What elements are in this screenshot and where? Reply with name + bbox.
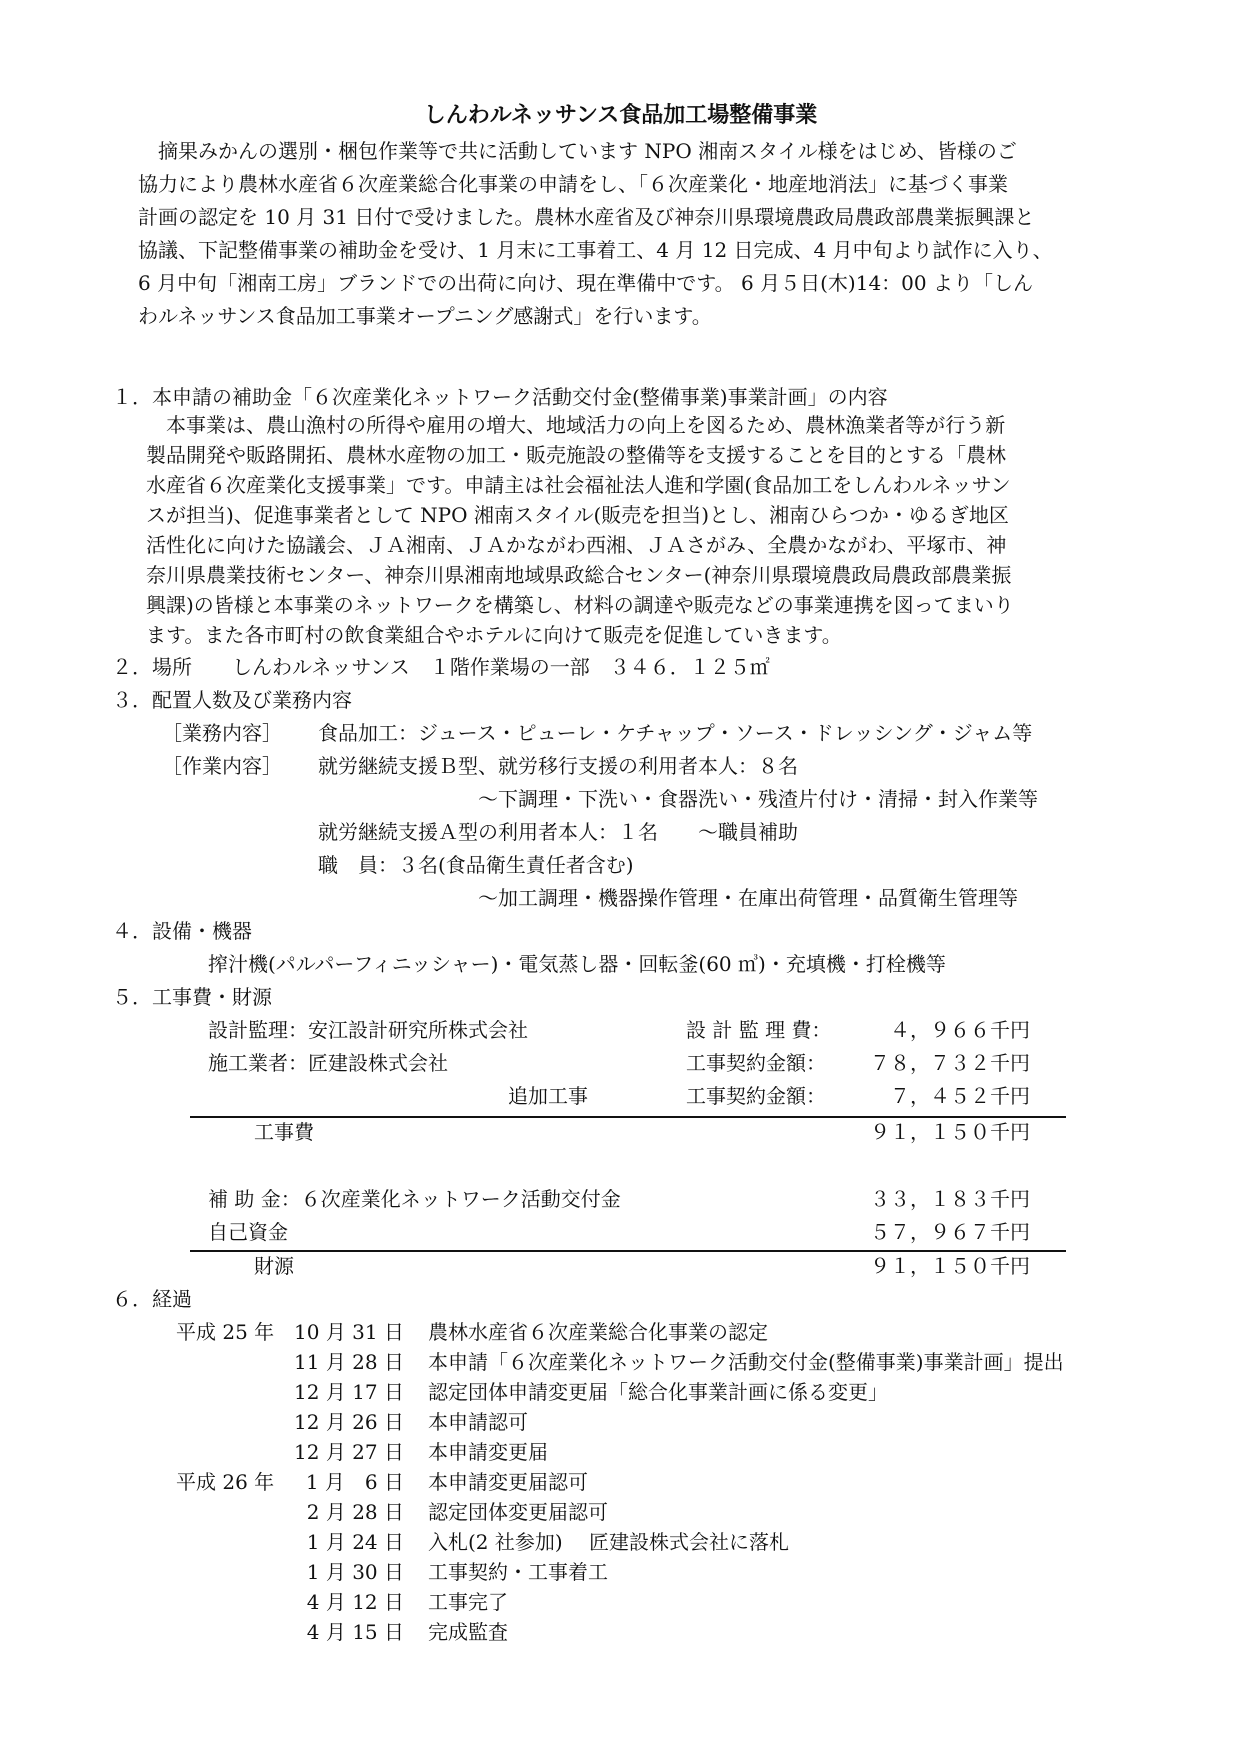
- timeline-event: 農林水産省６次産業総合化事業の認定: [428, 1320, 768, 1344]
- section-1-line: 活性化に向けた協議会、ＪＡ湘南、ＪＡかながわ西湘、ＪＡさがみ、全農かながわ、平塚市、神: [146, 533, 1007, 557]
- work-content-value: 食品加工：ジュース・ピューレ・ケチャップ・ソース・ドレッシング・ジャム等: [318, 721, 1033, 745]
- timeline-date: 2 月 28 日: [306, 1500, 404, 1524]
- section-1-line: ます。また各市町村の飲食業組合やホテルに向けて販売を促進していきます。: [146, 623, 842, 647]
- timeline-date: 1 月 24 日: [306, 1530, 404, 1554]
- task-type-b-detail: ～下調理・下洗い・食器洗い・残渣片付け・清掃・封入作業等: [478, 787, 1038, 811]
- section-1-line: 興課)の皆様と本事業のネットワークを構築し、材料の調達や販売などの事業連携を図ってまいり: [146, 593, 1014, 617]
- fund-row-value: ３３，１８３千円: [870, 1187, 1030, 1211]
- section-1-heading: １．本申請の補助金「６次産業化ネットワーク活動交付金(整備事業)事業計画」の内容: [112, 385, 888, 409]
- section-1-line: スが担当)、促進事業者として NPO 湘南スタイル(販売を担当)とし、湘南ひらつか・ゆるぎ地区: [146, 503, 1009, 527]
- cost-row-value: ４，９６６千円: [890, 1018, 1030, 1042]
- intro-line: 協議、下記整備事業の補助金を受け、1 月末に工事着工、4 月 12 日完成、4 月中旬より試作に入り、: [138, 238, 1053, 262]
- section-6-heading: ６．経過: [112, 1287, 192, 1311]
- cost-row-value: ７，４５２千円: [890, 1084, 1030, 1108]
- fund-total-label: 財源: [254, 1254, 294, 1278]
- task-type-a: 就労継続支援Ａ型の利用者本人：１名 ～職員補助: [318, 820, 798, 844]
- fund-row-left: 自己資金: [208, 1220, 288, 1244]
- timeline-date: 12 月 27 日: [294, 1440, 404, 1464]
- cost-row-label: 工事契約金額：: [686, 1051, 826, 1075]
- section-1-line: 奈川県農業技術センター、神奈川県湘南地域県政総合センター(神奈川県環境農政局農政部農業振: [146, 563, 1012, 587]
- staff-detail: ～加工調理・機器操作管理・在庫出荷管理・品質衛生管理等: [478, 886, 1018, 910]
- timeline-event: 工事完了: [428, 1590, 508, 1614]
- task-type-b: 就労継続支援Ｂ型、就労移行支援の利用者本人：８名: [318, 754, 798, 778]
- timeline-event: 入札(2 社参加) 匠建設株式会社に落札: [428, 1530, 790, 1554]
- cost-row-left: 設計監理：安江設計研究所株式会社: [208, 1018, 528, 1042]
- document-title: しんわルネッサンス食品加工場整備事業: [423, 103, 818, 128]
- cost-total-value: ９１，１５０千円: [870, 1120, 1030, 1144]
- timeline-event: 本申請変更届: [428, 1440, 548, 1464]
- cost-total-label: 工事費: [254, 1120, 314, 1144]
- task-content-label: ［作業内容］: [162, 754, 282, 778]
- work-content-label: ［業務内容］: [162, 721, 282, 745]
- cost-row-left: 追加工事: [508, 1084, 588, 1108]
- fund-row-left: 補 助 金：６次産業化ネットワーク活動交付金: [208, 1187, 621, 1211]
- timeline-event: 本申請「６次産業化ネットワーク活動交付金(整備事業)事業計画」提出: [428, 1350, 1064, 1374]
- section-1-line: 本事業は、農山漁村の所得や雇用の増大、地域活力の向上を図るため、農林漁業者等が行う新: [146, 413, 1006, 437]
- timeline-event: 本申請変更届認可: [428, 1470, 588, 1494]
- section-3-heading: ３．配置人数及び業務内容: [112, 688, 352, 712]
- staff-count: 職 員：３名(食品衛生責任者含む): [318, 853, 634, 877]
- timeline-date: 10 月 31 日: [294, 1320, 404, 1344]
- timeline-date: 1 月 30 日: [306, 1560, 404, 1584]
- timeline-event: 完成監査: [428, 1620, 508, 1644]
- cost-row-left: 施工業者：匠建設株式会社: [208, 1051, 448, 1075]
- timeline-year: 平成 25 年: [176, 1320, 275, 1344]
- equipment-list: 搾汁機(パルパーフィニッシャー)・電気蒸し器・回転釜(60 ㎥)・充填機・打栓機等: [208, 952, 946, 976]
- timeline-date: 4 月 12 日: [306, 1590, 404, 1614]
- cost-row-label: 設 計 監 理 費：: [686, 1018, 832, 1042]
- fund-row-value: ５７，９６７千円: [870, 1220, 1030, 1244]
- timeline-date: 12 月 26 日: [294, 1410, 404, 1434]
- intro-line: 6 月中旬「湘南工房」ブランドでの出荷に向け、現在準備中です。 6 月５日(木)14：00 より「しん: [138, 271, 1033, 295]
- section-1-line: 水産省６次産業化支援事業」です。申請主は社会福祉法人進和学園(食品加工をしんわルネッサン: [146, 473, 1011, 497]
- timeline-date: 11 月 28 日: [294, 1350, 404, 1374]
- timeline-event: 認定団体変更届認可: [428, 1500, 608, 1524]
- fund-total-value: ９１，１５０千円: [870, 1254, 1030, 1278]
- timeline-event: 認定団体申請変更届「総合化事業計画に係る変更」: [428, 1380, 888, 1404]
- timeline-event: 工事契約・工事着工: [428, 1560, 608, 1584]
- timeline-year: 平成 26 年: [176, 1470, 275, 1494]
- timeline-date: 1 月 6 日: [305, 1470, 404, 1494]
- intro-line: 計画の認定を 10 月 31 日付で受けました。農林水産省及び神奈川県環境農政局農政部農業振興課と: [138, 205, 1035, 229]
- timeline-event: 本申請認可: [428, 1410, 528, 1434]
- timeline-date: 4 月 15 日: [306, 1620, 404, 1644]
- intro-paragraph: [138, 135, 1053, 333]
- section-2-heading: ２．場所 しんわルネッサンス １階作業場の一部 ３４６．１２５㎡: [112, 655, 770, 679]
- timeline-date: 12 月 17 日: [294, 1380, 404, 1404]
- intro-line: 協力により農林水産省６次産業総合化事業の申請をし、「６次産業化・地産地消法」に基づく事業: [138, 172, 1008, 196]
- section-1-line: 製品開発や販路開拓、農林水産物の加工・販売施設の整備等を支援することを目的とする「農林: [146, 443, 1006, 467]
- section-5-heading: ５．工事費・財源: [112, 985, 272, 1009]
- section-1-body: [146, 410, 1014, 650]
- cost-row-value: ７８，７３２千円: [870, 1051, 1030, 1075]
- section-4-heading: ４．設備・機器: [112, 919, 252, 943]
- cost-row-label: 工事契約金額：: [686, 1084, 826, 1108]
- intro-line: わルネッサンス食品加工事業オープニング感謝式」を行います。: [138, 304, 712, 328]
- intro-line: 摘果みかんの選別・梱包作業等で共に活動しています NPO 湘南スタイル様をはじめ、皆様のご: [138, 139, 1017, 163]
